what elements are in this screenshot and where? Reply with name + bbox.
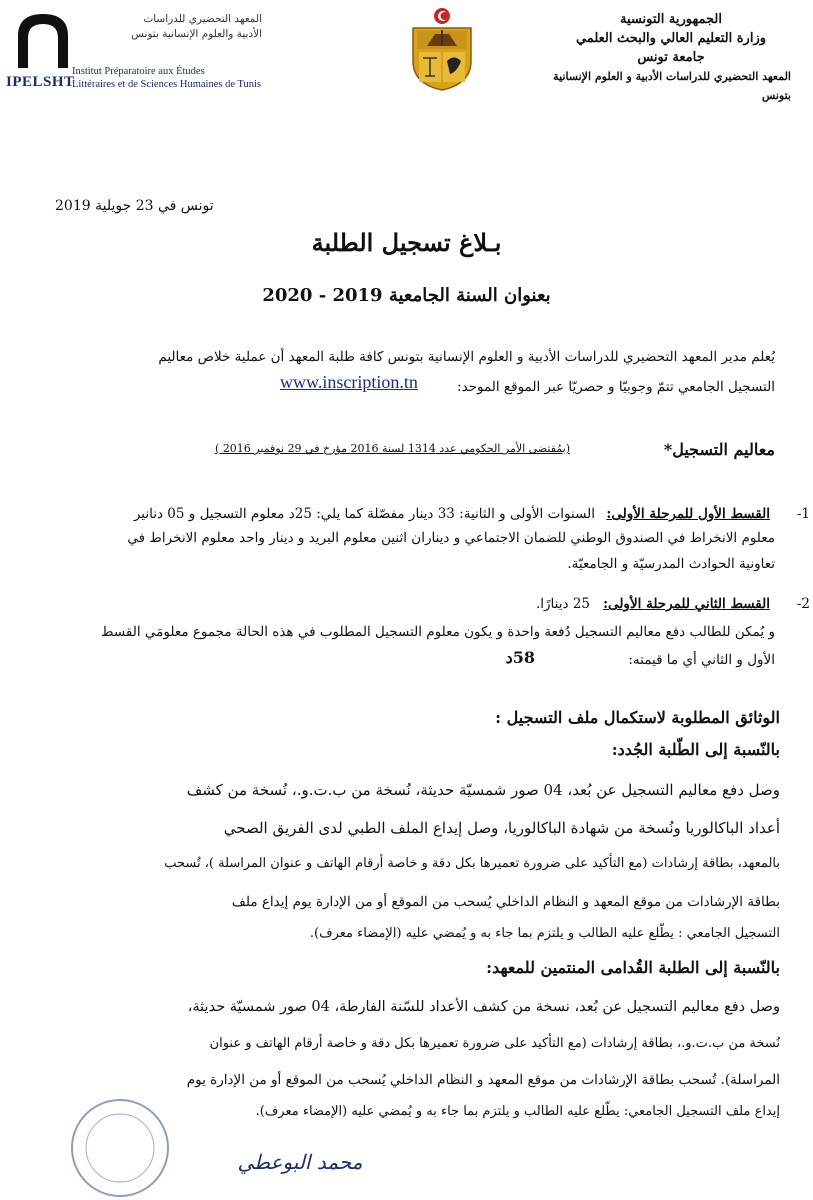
new-students-line: التسجيل الجامعي : يطّلع عليه الطالب و يلتزم بما جاء به و يُمضي عليه (الإمضاء معرف). [309,926,780,941]
logo-fr-line: Institut Préparatoire aux Études [72,66,205,77]
director-signature: محمد البوعطي [237,1150,363,1174]
new-students-heading: بالنّسبة إلى الطّلبة الجُدد: [611,740,780,759]
arch-logo-icon [12,8,74,72]
header-line: وزارة التعليم العالي والبحث العلمي [575,31,767,46]
document-date: تونس في 23 جويلية 2019 [55,198,214,214]
ministry-header [551,10,791,105]
item1-line: السنوات الأولى و الثانية: 33 دينار مفصّلة كما يلي: 25د معلوم التسجيل و 05 دنانير [133,506,595,522]
header-line: الجمهورية التونسية [620,12,722,27]
intro-line: يُعلم مدير المعهد التحضيري للدراسات الأدبية و العلوم الإنسانية بتونس كافة طلبة المعهد أن عملية خلاص معاليم [158,349,775,365]
item2-title: القسط الثاني للمرحلة الأولى: [603,596,770,612]
header-line: المعهد التحضيري للدراسات الأدبية و العلوم الإنسانية بتونس [553,70,791,102]
document-subtitle: بعنوان السنة الجامعية 2019 - 2020 [262,285,551,306]
item2-total: 58د [505,648,535,667]
logo-fr-line: Littéraires et de Sciences Humaines de Tunis [72,79,261,90]
old-students-line: إيداع ملف التسجيل الجامعي: يطّلع عليه الطالب و يلتزم بما جاء به و يُمضي عليه (الإمضاء معرف). [255,1104,780,1119]
document-title: بـلاغ تسجيل الطلبة [311,228,502,257]
intro-line: التسجيل الجامعي تتمّ وجوبيّا و حصريّا عبر الموقع الموحد: [457,379,775,395]
new-students-line: بطاقة الإرشادات من موقع المعهد و النظام الداخلي يُسحب من الموقع أو من الإدارة يوم إيداع ملف [231,894,780,910]
tunisia-coat-of-arms-icon [405,6,479,92]
docs-heading: الوثائق المطلوبة لاستكمال ملف التسجيل : [495,708,780,727]
new-students-line: وصل دفع معاليم التسجيل عن بُعد، 04 صور شمسيّة حديثة، نُسخة من ب.ت.و.، نُسخة من كشف [186,781,780,799]
official-stamp-icon [40,1088,180,1198]
old-students-line: وصل دفع معاليم التسجيل عن بُعد، نسخة من كشف الأعداد للسّنة الفارطة، 04 صور شمسيّة حديثة، [187,999,780,1015]
logo-arabic-text [72,12,262,42]
logo-ar-line: الأدبية والعلوم الإنسانية بتونس [131,28,262,40]
old-students-line: نُسخة من ب.ت.و.، بطاقة إرشادات (مع التأكيد على ضرورة تعميرها بكل دقة و خاصة أرقام الهاتف و عنوان [209,1036,780,1051]
item2-value: 25 دينارًا. [536,596,590,612]
inscription-link[interactable]: www.inscription.tn [280,372,418,392]
header-line: جامعة تونس [637,50,705,65]
item1-line: معلوم الانخراط في الصندوق الوطني للضمان الاجتماعي و ديناران اثنين معلوم البريد و دينار واحد معلوم الانخراط في [127,530,775,546]
item1-title: القسط الأول للمرحلة الأولى: [606,506,770,522]
logo-ar-line: المعهد التحضيري للدراسات [143,13,262,25]
fees-decree: (بمُقتضى الأمر الحكومي عدد 1314 لسنة 2016 مؤرخ في 29 نوفمبر 2016 ) [215,442,570,455]
item2-line: و يُمكن للطالب دفع معاليم التسجيل دُفعة واحدة و يكون معلوم التسجيل المطلوب في هذه الحالة مجموع معلومَي القسط [101,624,775,640]
new-students-line: بالمعهد، بطاقة إرشادات (مع التأكيد على ضرورة تعميرها بكل دقة و خاصة أرقام الهاتف و عنوان المراسلة )، تُسحب [164,856,780,871]
new-students-line: أعداد الباكالوريا ونُسخة من شهادة الباكالوريا، وصل إيداع الملف الطبي لدى الفريق الصحي [223,819,780,837]
list-number: 1- [796,506,810,522]
item2-line: الأول و الثاني أي ما قيمته: [628,652,775,668]
old-students-heading: بالنّسبة إلى الطلبة القُدامى المنتمين للمعهد: [486,958,780,977]
list-number: 2- [796,596,810,612]
item1-line: تعاونية الحوادث المدرسيّة و الجامعيّة. [567,556,775,572]
logo-abbreviation: IPELSHT [6,74,75,90]
old-students-line: المراسلة). تُسحب بطاقة الإرشادات من موقع المعهد و النظام الداخلي يُسحب من الموقع أو من الإدارة يوم [186,1072,780,1088]
logo-french-text [72,65,282,91]
fees-heading: معاليم التسجيل* [663,440,775,459]
